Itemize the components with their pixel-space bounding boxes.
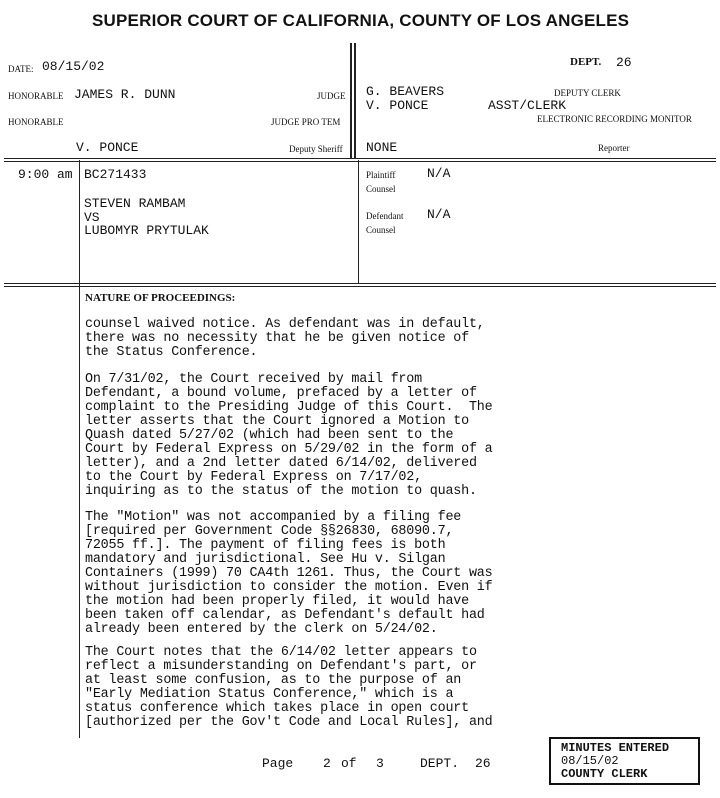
defendant-counsel-sublabel: Counsel: [366, 225, 396, 235]
counsel-column-divider: [358, 160, 359, 284]
page-total: 3: [376, 756, 384, 771]
defendant-name: LUBOMYR PRYTULAK: [84, 223, 209, 238]
proceedings-rule-2: [4, 286, 716, 287]
proceedings-paragraph-3: The "Motion" was not accompanied by a filing fee [required per Government Code §§26830, 68090.7, 72055 ff.]. The payment of filing fees is both mandatory and jurisdictional. See Hu v. Silgan Containers (1999) 70 CA4th 1261. Thus, the Court was without jurisdiction to consider the motion. Even if the motion had been properly filed, it would have been taken off calendar, as Defendant's default had already been entered by the clerk on 5/24/02.: [85, 510, 493, 637]
header-rule-2: [4, 161, 716, 162]
deputy-clerk-label: DEPUTY CLERK: [554, 88, 621, 98]
deputy-sheriff-name: V. PONCE: [76, 140, 139, 155]
page-label: Page: [262, 756, 294, 771]
time-column-divider: [79, 160, 80, 738]
erm-label: ELECTRONIC RECORDING MONITOR: [537, 114, 692, 124]
plaintiff-counsel-label: Plaintiff: [366, 170, 396, 180]
stamp-line-1: MINUTES ENTERED: [561, 741, 670, 755]
hearing-time: 9:00 am: [18, 167, 73, 182]
minutes-entered-stamp: [549, 737, 700, 785]
header-rule-1: [4, 158, 716, 159]
reporter-label: Reporter: [598, 143, 630, 153]
defendant-counsel-value: N/A: [427, 207, 451, 222]
date-label: DATE:: [8, 64, 34, 74]
deputy-sheriff-label: Deputy Sheriff: [289, 144, 343, 154]
proceedings-paragraph-4: The Court notes that the 6/14/02 letter appears to reflect a misunderstanding on Defendant's part, or at least some confusion, as to the purpose of an "Early Mediation Status Conference," which is a status conference which takes place in open court [authorized per the Gov't Code and Local Rules], and: [85, 645, 493, 730]
dept-value: 26: [616, 55, 632, 70]
deputy-clerk-name: G. BEAVERS: [366, 84, 445, 99]
stamp-line-3: COUNTY CLERK: [561, 767, 648, 781]
stamp-line-2: 08/15/02: [561, 754, 619, 768]
page-current: 2: [323, 756, 331, 771]
dept-label: DEPT.: [570, 56, 602, 68]
judge-name: JAMES R. DUNN: [74, 87, 176, 102]
header-divider-2: [354, 43, 356, 159]
proceedings-rule-1: [4, 283, 716, 284]
judge-label: JUDGE: [317, 91, 346, 101]
asst-clerk-label: ASST/CLERK: [488, 98, 567, 113]
page-of: of: [341, 756, 357, 771]
plaintiff-name: STEVEN RAMBAM: [84, 196, 186, 211]
honorable-label: HONORABLE: [8, 91, 64, 101]
plaintiff-counsel-sublabel: Counsel: [366, 184, 396, 194]
header-divider-1: [350, 43, 352, 159]
proceedings-heading: NATURE OF PROCEEDINGS:: [85, 292, 236, 304]
plaintiff-counsel-value: N/A: [427, 166, 451, 181]
proceedings-paragraph-1: counsel waived notice. As defendant was in default, there was no necessity that he be given notice of the Status Conference.: [85, 317, 485, 360]
honorable2-label: HONORABLE: [8, 117, 64, 127]
versus: VS: [84, 210, 100, 225]
footer-dept-label: DEPT.: [420, 756, 460, 771]
defendant-counsel-label: Defendant: [366, 211, 404, 221]
date-value: 08/15/02: [42, 59, 105, 74]
footer-dept-value: 26: [475, 756, 491, 771]
court-title: SUPERIOR COURT OF CALIFORNIA, COUNTY OF LOS ANGELES: [92, 11, 630, 30]
judge-pro-tem-label: JUDGE PRO TEM: [271, 117, 341, 127]
asst-clerk-name: V. PONCE: [366, 98, 429, 113]
reporter-name: NONE: [366, 140, 398, 155]
proceedings-paragraph-2: On 7/31/02, the Court received by mail from Defendant, a bound volume, prefaced by a letter of complaint to the Presiding Judge of this Court. The letter asserts that the Court ignored a Motion to Quash dated 5/27/02 (which had been sent to the Court by Federal Express on 5/29/02 in the form of a letter), and a 2nd letter dated 6/14/02, delivered to the Court by Federal Express on 7/17/02, inquiring as to the status of the motion to quash.: [85, 372, 493, 499]
case-number: BC271433: [84, 167, 147, 182]
